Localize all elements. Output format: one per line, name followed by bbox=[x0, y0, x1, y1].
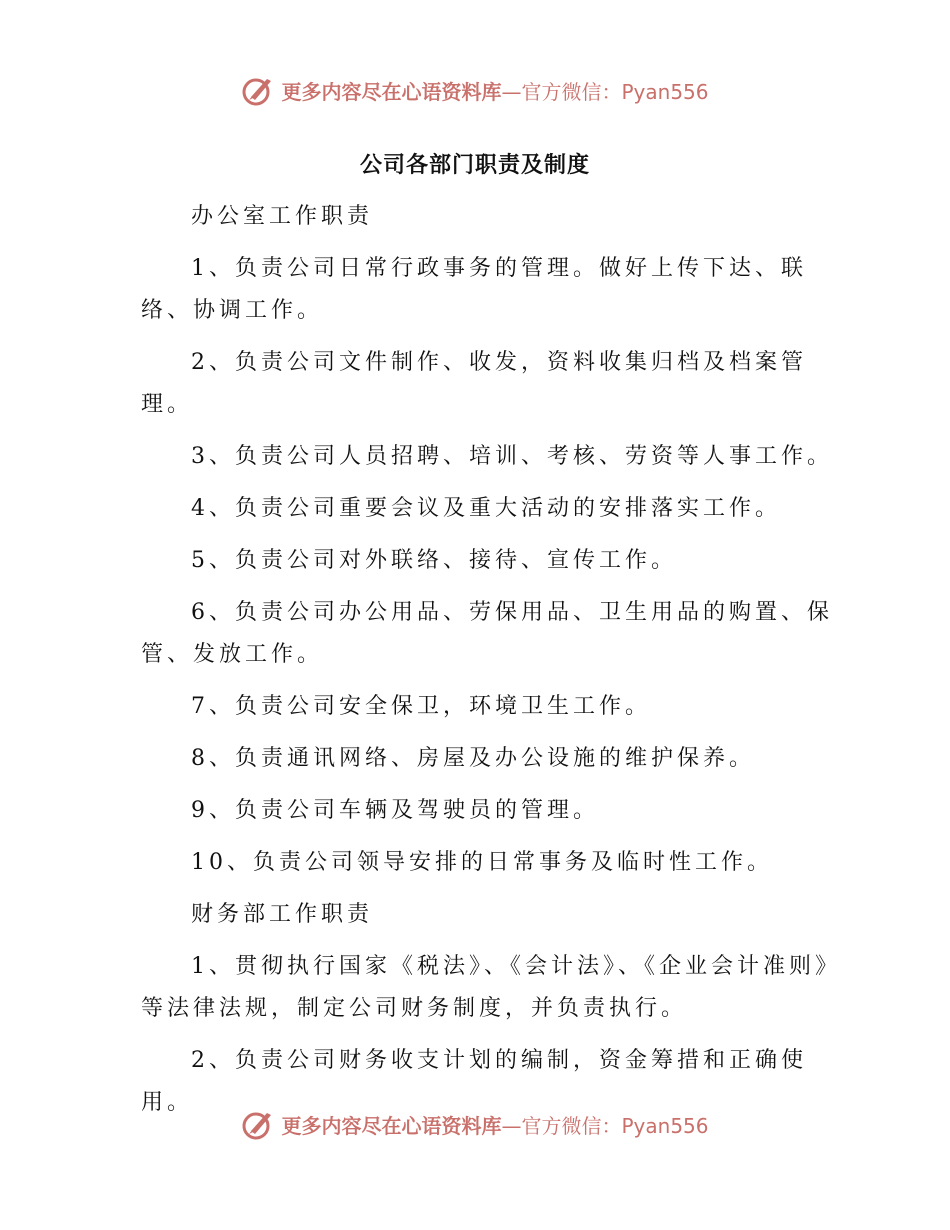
section-heading-office: 办公室工作职责 bbox=[191, 204, 374, 229]
paragraph: 3、负责公司人员招聘、培训、考核、劳资等人事工作。 bbox=[191, 444, 833, 469]
paragraph: 6、负责公司办公用品、劳保用品、卫生用品的购置、保管、发放工作。 bbox=[141, 600, 833, 667]
section-heading-finance: 财务部工作职责 bbox=[191, 902, 374, 927]
footer-watermark-banner bbox=[0, 1104, 950, 1144]
paragraph: 1、负责公司日常行政事务的管理。做好上传下达、联络、协调工作。 bbox=[141, 256, 807, 323]
watermark-main-text: 更多内容尽在心语资料库 bbox=[281, 79, 502, 104]
watermark-separator: — bbox=[501, 79, 522, 104]
header-watermark-banner bbox=[0, 70, 950, 110]
paragraph: 2、负责公司文件制作、收发，资料收集归档及档案管理。 bbox=[141, 350, 807, 417]
paragraph: 8、负责通讯网络、房屋及办公设施的维护保养。 bbox=[191, 746, 755, 771]
quill-pen-logo-icon bbox=[241, 73, 275, 107]
watermark-wechat-id: Pyan556 bbox=[621, 1113, 709, 1138]
quill-pen-logo-icon bbox=[241, 1107, 275, 1141]
paragraph: 9、负责公司车辆及驾驶员的管理。 bbox=[191, 798, 599, 823]
paragraph: 4、负责公司重要会议及重大活动的安排落实工作。 bbox=[191, 496, 781, 521]
watermark-wechat-label: 官方微信： bbox=[521, 79, 622, 104]
watermark-wechat-label: 官方微信： bbox=[521, 1113, 622, 1138]
paragraph: 5、负责公司对外联络、接待、宣传工作。 bbox=[191, 548, 677, 573]
paragraph: 7、负责公司安全保卫，环境卫生工作。 bbox=[191, 694, 651, 719]
paragraph: 10、负责公司领导安排的日常事务及临时性工作。 bbox=[191, 850, 773, 875]
watermark-wechat-id: Pyan556 bbox=[621, 79, 709, 104]
watermark-text bbox=[281, 1110, 708, 1139]
document-body bbox=[141, 196, 841, 1134]
watermark-main-text: 更多内容尽在心语资料库 bbox=[281, 1113, 502, 1138]
watermark-text bbox=[281, 76, 708, 105]
document-title: 公司各部门职责及制度 bbox=[359, 153, 590, 178]
watermark-separator: — bbox=[501, 1113, 522, 1138]
paragraph: 1、贯彻执行国家《税法》、《会计法》、《企业会计准则》等法律法规，制定公司财务制度，并负责执行。 bbox=[141, 954, 841, 1021]
paragraph: 2、负责公司财务收支计划的编制，资金筹措和正确使用。 bbox=[141, 1048, 807, 1115]
